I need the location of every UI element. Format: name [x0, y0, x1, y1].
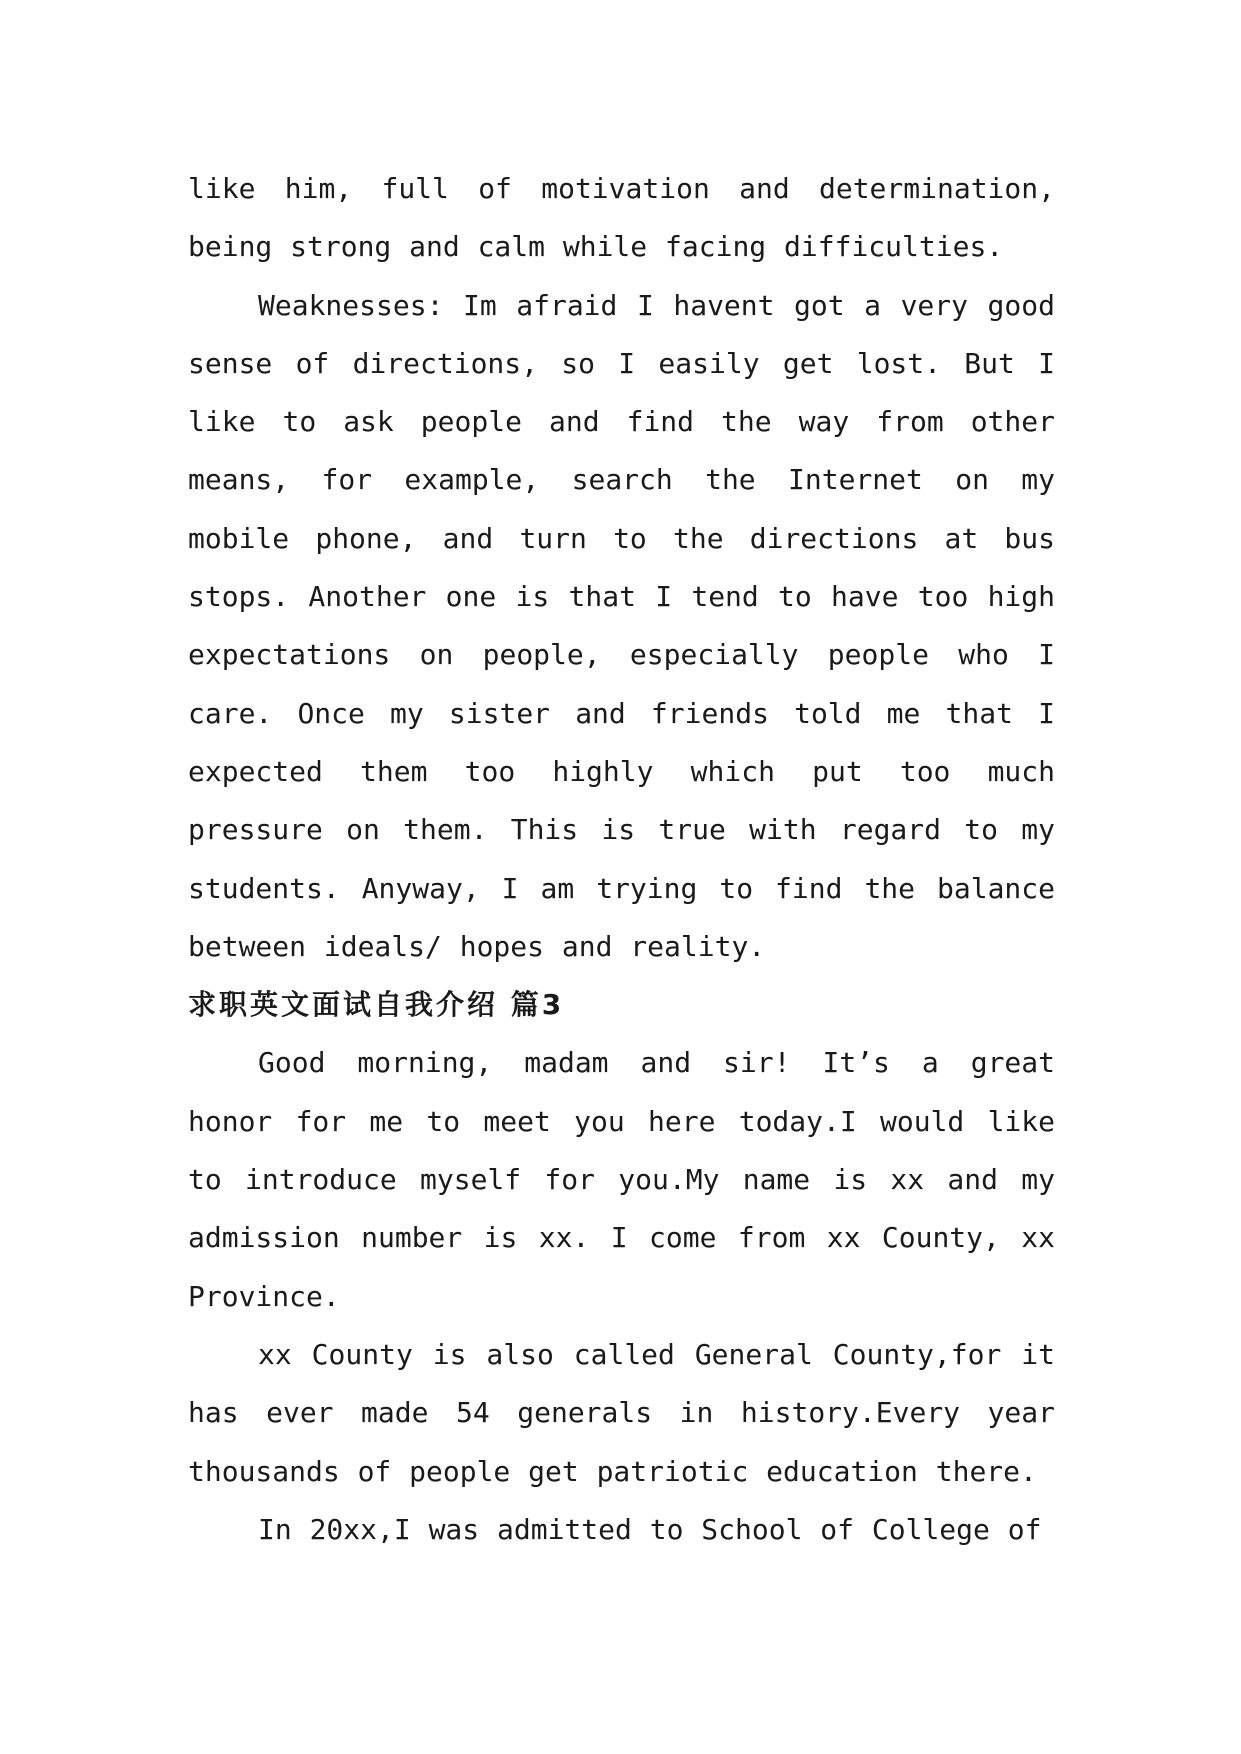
paragraph-county: xx County is also called General County,for it has ever made 54 generals in history.Every year thousands of people get patriotic education there.	[188, 1337, 1055, 1488]
paragraph-admission: In 20xx,I was admitted to School of College of	[258, 1512, 1042, 1546]
paragraph-strengths-end: like him, full of motivation and determination, being strong and calm while facing difficulties.	[188, 172, 1055, 264]
paragraph-greeting: Good morning, madam and sir! It’s a great honor for me to meet you here today.I would like to introduce myself for you.My name is xx and my admission number is xx. I come from xx County, xx Province.	[188, 1046, 1055, 1313]
paragraph-weaknesses: Weaknesses: Im afraid I havent got a very good sense of directions, so I easily get lost. But I like to ask people and find the way from other means, for example, search the Internet on my mobile phone, and turn to the directions at bus stops. Another one is that I tend to have too high expectations on people, especially people who I care. Once my sister and friends told me that I expected them too highly which put too much pressure on them. This is true with regard to my students. Anyway, I am trying to find the balance between ideals/ hopes and reality.	[188, 288, 1055, 963]
section-heading: 求职英文面试自我介绍 篇3	[188, 988, 565, 1022]
document-body	[188, 160, 1055, 1559]
